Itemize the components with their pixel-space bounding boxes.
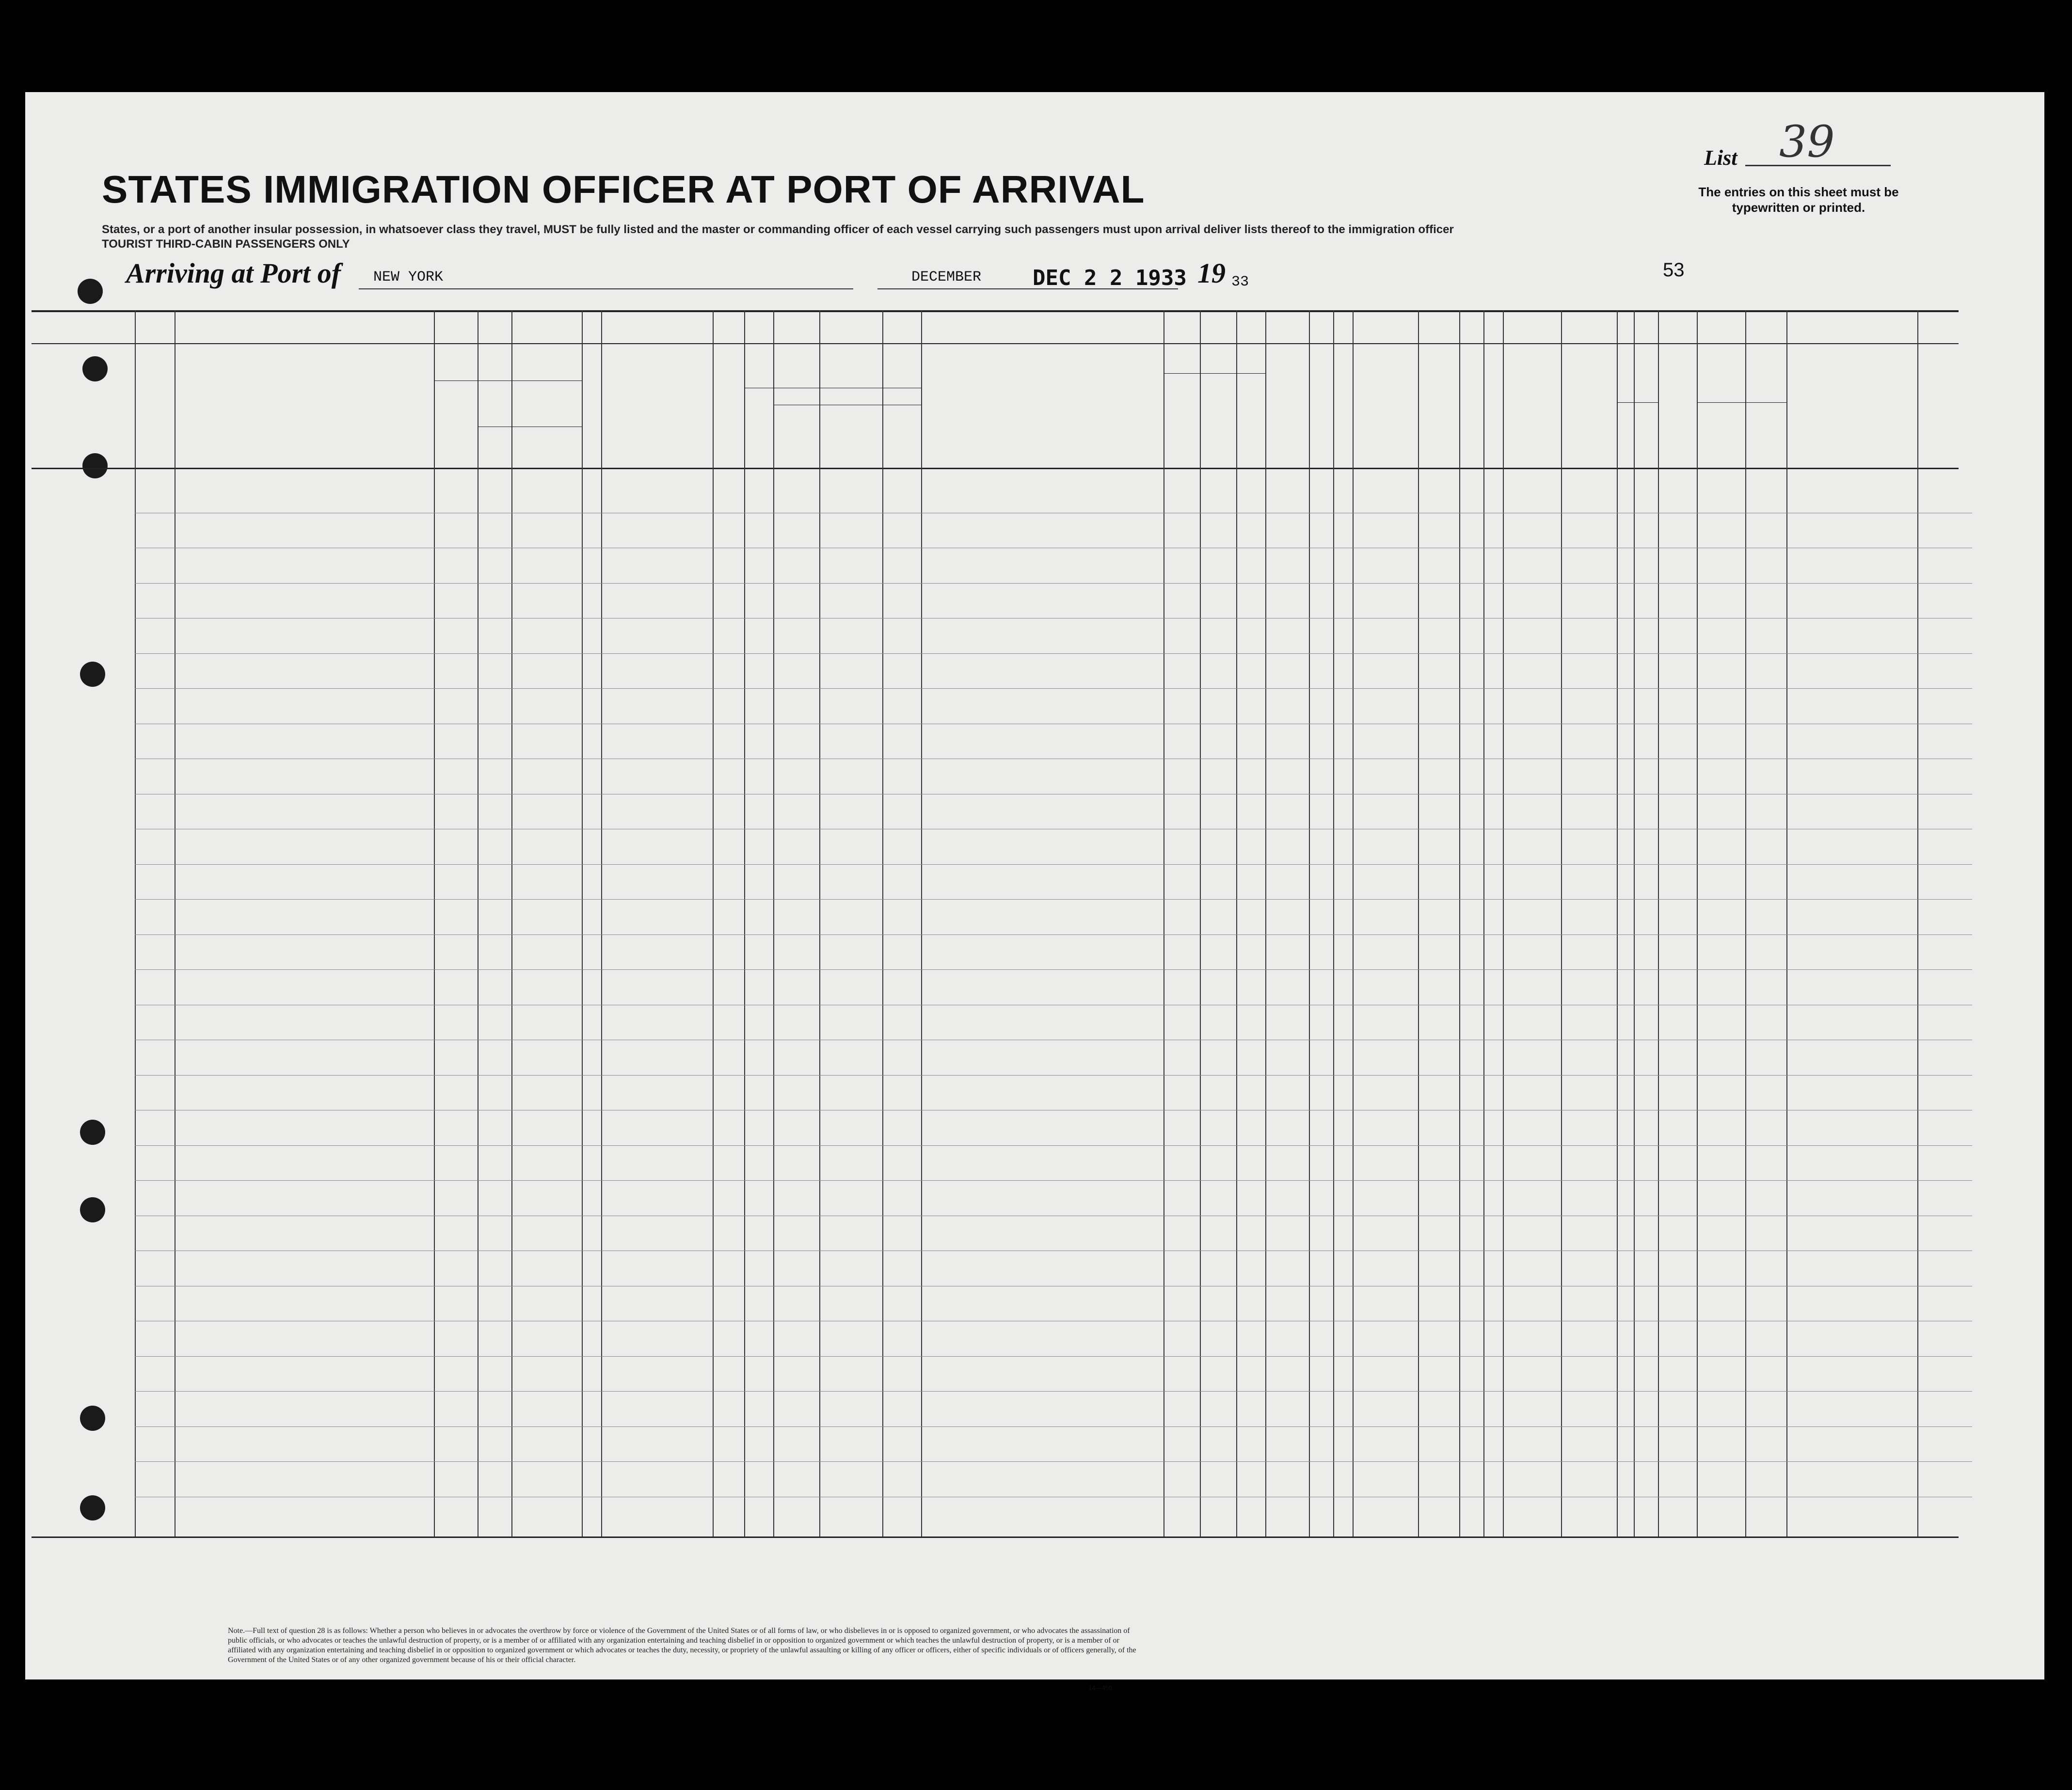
column-rule <box>1483 310 1484 1537</box>
column-rule <box>882 310 883 1537</box>
row-rule <box>135 864 1972 865</box>
page-number: 53 <box>1663 259 1685 281</box>
header-subrule <box>434 380 582 381</box>
column-rule <box>511 310 512 1537</box>
year-prefix: 19 <box>1197 257 1226 289</box>
header-possession-50 <box>715 349 742 460</box>
row-rule <box>135 653 1972 654</box>
column-rule <box>744 310 745 1537</box>
row-rule <box>135 583 1972 584</box>
tourist-class-label: TOURIST THIRD-CABIN PASSENGERS ONLY <box>102 238 350 251</box>
column-rule <box>1309 310 1310 1537</box>
header-deported-1yr <box>1461 349 1482 460</box>
column-rule <box>1418 310 1419 1537</box>
column-rule <box>1697 310 1698 1537</box>
row-rule <box>135 1426 1972 1427</box>
column-rule <box>1617 310 1618 1537</box>
header-prison <box>1267 349 1308 460</box>
row-rule <box>135 1391 1972 1392</box>
header-deported-any <box>1485 349 1502 460</box>
list-number: 39 <box>1779 116 1835 167</box>
row-rule <box>135 899 1972 900</box>
table-rule <box>32 468 1959 469</box>
table-rule <box>32 1537 1959 1538</box>
header-polygamist <box>1310 349 1332 460</box>
table-rule <box>32 343 1959 344</box>
column-rule <box>921 310 922 1537</box>
column-rule <box>819 310 820 1537</box>
column-rule <box>773 310 774 1537</box>
port-value: NEW YORK <box>373 269 444 285</box>
column-rule <box>434 310 435 1537</box>
row-rule <box>135 1356 1972 1357</box>
column-rule <box>1459 310 1460 1537</box>
row-rule <box>135 688 1972 689</box>
arriving-label: Arriving at Port of <box>126 257 341 289</box>
month-value: DECEMBER <box>911 269 982 285</box>
header-purpose-b <box>1201 378 1235 465</box>
header-subrule <box>1617 402 1658 403</box>
header-ticket <box>583 349 600 460</box>
header-subrule <box>1697 402 1786 403</box>
header-anarchist <box>1335 349 1352 460</box>
year-suffix: 33 <box>1231 274 1249 290</box>
header-purpose-c <box>1238 378 1264 465</box>
header-inches <box>1635 407 1655 446</box>
column-rule <box>1658 310 1659 1537</box>
form-subtitle: States, or a port of another insular possession, in whatsoever class they travel, MUST be fully listed and the master or commanding officer of each vessel carrying such passengers must upon arrival deliver lists thereof to the immigration officer <box>102 223 1454 236</box>
column-rule <box>1561 310 1562 1537</box>
row-rule <box>135 1461 1972 1462</box>
list-label: List <box>1704 146 1737 170</box>
column-rule <box>1265 310 1266 1537</box>
column-rule <box>1634 310 1635 1537</box>
column-rule <box>1353 310 1354 1537</box>
row-rule <box>135 969 1972 970</box>
header-labor-offer <box>1419 349 1458 460</box>
column-rule <box>1333 310 1334 1537</box>
footnote: Note.—Full text of question 28 is as follows: Whether a person who believes in or advocates the overthrow by force or violence of the Government of the United States or of all forms of law, or who disbelieves in or is opposed to organized government, or who advocates the assassination of public officials, or who advocates or teaches the unlawful destruction of property, or is a member of or affiliated with any organization entertaining and teaching disbelief in or opposition to organized government or which teaches the unlawful destruction of property, or is a member of or affiliated with any organization entertaining and teaching disbelief in or opposition to organized government or which advocates or teaches the duty, necessity, or propriety of the unlawful assaulting or killing of any officer or officers, either of specific individuals or of officers generally, of the Government of the United States or of any other organized government because of his or their official character. <box>228 1627 1136 1664</box>
form-number: 14—450 <box>1088 1684 1113 1692</box>
header-purpose-a <box>1164 378 1198 465</box>
row-rule <box>135 1075 1972 1076</box>
column-rule <box>1786 310 1787 1537</box>
table-rule <box>32 310 1959 312</box>
entries-note: The entries on this sheet must be typewritten or printed. <box>1698 185 1899 215</box>
header-q28 <box>1354 349 1417 460</box>
column-rule <box>1745 310 1746 1537</box>
column-rule <box>601 310 602 1537</box>
column-rule <box>1503 310 1504 1537</box>
column-rule <box>1200 310 1201 1537</box>
form-title: STATES IMMIGRATION OFFICER AT PORT OF ARRIVAL <box>102 168 1145 211</box>
column-rule <box>713 310 714 1537</box>
column-rule <box>135 310 136 1537</box>
header-subrule <box>1164 373 1265 374</box>
date-stamp: DEC 2 2 1933 <box>1033 266 1187 290</box>
header-feet <box>1619 407 1633 436</box>
column-rule <box>582 310 583 1537</box>
column-rule <box>1236 310 1237 1537</box>
row-rule <box>135 1145 1972 1146</box>
row-rule <box>135 1180 1972 1181</box>
column-rule <box>1917 310 1918 1537</box>
